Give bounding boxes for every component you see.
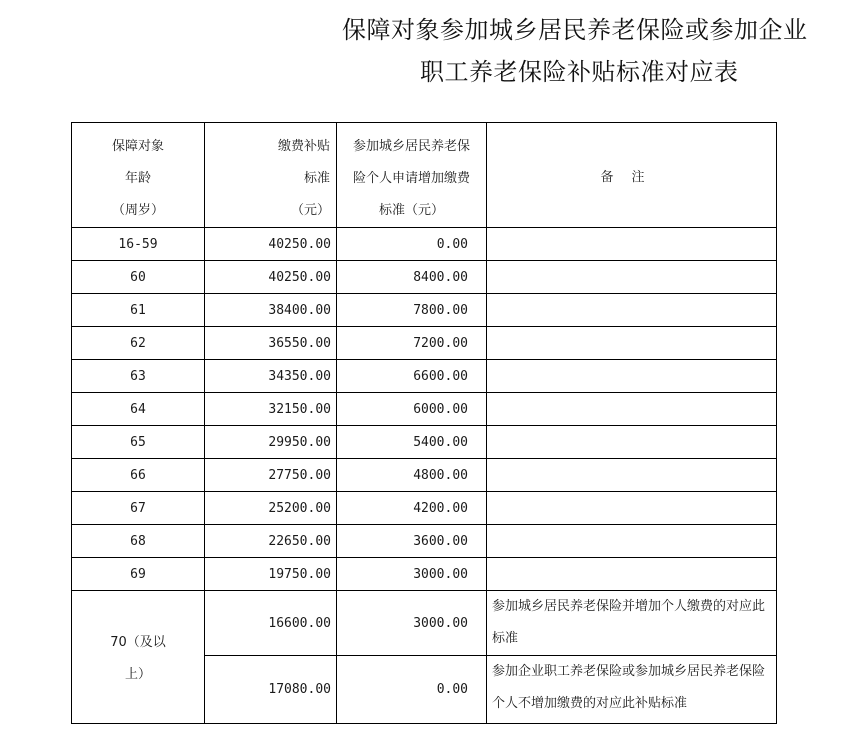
- document-title-line-1: 保障对象参加城乡居民养老保险或参加企业: [342, 16, 808, 44]
- age-cell: 63: [72, 360, 205, 393]
- age-cell: 66: [72, 459, 205, 492]
- table-row-age70-a: [72, 591, 777, 656]
- remark-cell: [487, 492, 777, 525]
- remark-cell: [487, 426, 777, 459]
- remark-cell: [487, 393, 777, 426]
- subsidy-cell: 32150.00: [205, 393, 337, 426]
- age-cell: 60: [72, 261, 205, 294]
- header-extra-contribution: [337, 123, 487, 228]
- extra-cell: 4200.00: [337, 492, 487, 525]
- extra-cell: 0.00: [337, 656, 487, 724]
- remark-cell: [487, 459, 777, 492]
- table-row: [72, 558, 777, 591]
- extra-cell: 0.00: [337, 228, 487, 261]
- table-row: [72, 327, 777, 360]
- header-age-line: 年龄: [124, 171, 151, 186]
- header-age: [72, 123, 205, 228]
- subsidy-standard-table: [71, 122, 777, 724]
- extra-cell: 7800.00: [337, 294, 487, 327]
- extra-cell: 3000.00: [337, 558, 487, 591]
- header-subsidy-line: （元）: [290, 203, 330, 218]
- document-title-line-2: 职工养老保险补贴标准对应表: [420, 58, 739, 86]
- table-row: [72, 360, 777, 393]
- remark-cell: [487, 228, 777, 261]
- age-cell: 16-59: [72, 228, 205, 261]
- subsidy-cell: 29950.00: [205, 426, 337, 459]
- header-subsidy-line: 标准: [303, 171, 330, 186]
- table-row: [72, 261, 777, 294]
- remark-cell: [487, 261, 777, 294]
- extra-cell: 4800.00: [337, 459, 487, 492]
- subsidy-cell: 16600.00: [205, 591, 337, 656]
- extra-cell: 8400.00: [337, 261, 487, 294]
- extra-cell: 3000.00: [337, 591, 487, 656]
- remark-cell: 参加城乡居民养老保险并增加个人缴费的对应此标准: [487, 591, 777, 656]
- subsidy-cell: 40250.00: [205, 261, 337, 294]
- table-row: [72, 393, 777, 426]
- subsidy-cell: 19750.00: [205, 558, 337, 591]
- table-row: [72, 492, 777, 525]
- header-age-line: 保障对象: [111, 139, 164, 154]
- remark-cell: [487, 360, 777, 393]
- header-subsidy: [205, 123, 337, 228]
- age-cell: 64: [72, 393, 205, 426]
- remark-cell: [487, 294, 777, 327]
- remark-cell: [487, 327, 777, 360]
- remark-cell: [487, 525, 777, 558]
- remark-cell: 参加企业职工养老保险或参加城乡居民养老保险个人不增加缴费的对应此补贴标准: [487, 656, 777, 724]
- age70-label-line: 上）: [124, 667, 151, 682]
- header-extra-line: 参加城乡居民养老保: [352, 139, 470, 154]
- age70-label-line: 70（及以: [110, 635, 166, 650]
- subsidy-cell: 22650.00: [205, 525, 337, 558]
- header-remark: 备注: [487, 123, 777, 228]
- table-row: [72, 426, 777, 459]
- extra-cell: 5400.00: [337, 426, 487, 459]
- subsidy-cell: 40250.00: [205, 228, 337, 261]
- age-cell: 61: [72, 294, 205, 327]
- age-cell: 68: [72, 525, 205, 558]
- subsidy-cell: 27750.00: [205, 459, 337, 492]
- age-cell: 62: [72, 327, 205, 360]
- subsidy-cell: 34350.00: [205, 360, 337, 393]
- subsidy-cell: 17080.00: [205, 656, 337, 724]
- subsidy-cell: 36550.00: [205, 327, 337, 360]
- age-cell: 67: [72, 492, 205, 525]
- age-cell: 65: [72, 426, 205, 459]
- table-row: [72, 228, 777, 261]
- header-extra-line: 险个人申请增加缴费: [352, 171, 470, 186]
- subsidy-cell: 25200.00: [205, 492, 337, 525]
- extra-cell: 6600.00: [337, 360, 487, 393]
- table-row: [72, 525, 777, 558]
- table-row: [72, 294, 777, 327]
- header-age-line: （周岁）: [111, 203, 164, 218]
- age70-cell: [72, 591, 205, 724]
- age-cell: 69: [72, 558, 205, 591]
- table-row: [72, 459, 777, 492]
- remark-cell: [487, 558, 777, 591]
- table-header-row: [72, 123, 777, 228]
- subsidy-cell: 38400.00: [205, 294, 337, 327]
- extra-cell: 7200.00: [337, 327, 487, 360]
- extra-cell: 6000.00: [337, 393, 487, 426]
- header-extra-line: 标准（元）: [378, 203, 444, 218]
- header-subsidy-line: 缴费补贴: [277, 139, 330, 154]
- extra-cell: 3600.00: [337, 525, 487, 558]
